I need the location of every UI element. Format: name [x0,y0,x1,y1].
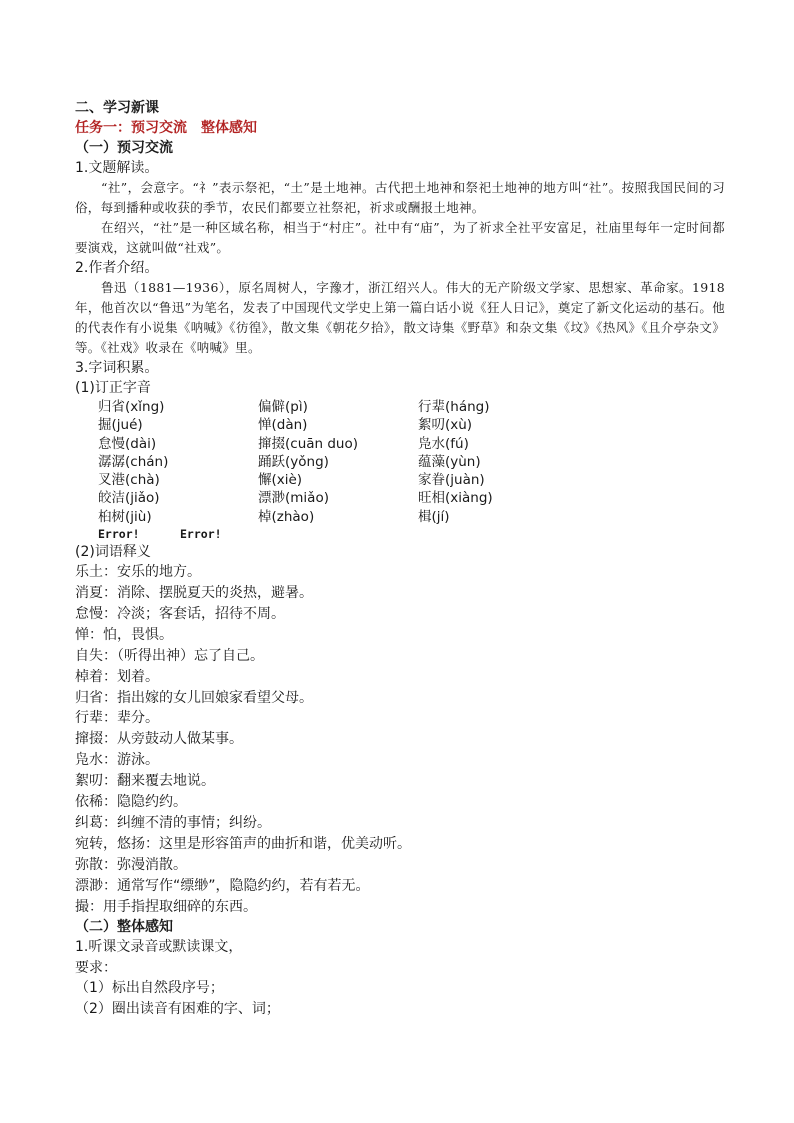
glossary-entry: 乐土：安乐的地方。 [75,564,201,581]
pronunciation-item: 家眷(juàn) [418,472,485,489]
pronunciation-item: 棹(zhào) [258,508,315,525]
task-title: 任务一：预习交流 整体感知 [75,120,257,136]
item1-heading: 1.文题解读。 [75,160,159,176]
pronunciation-item: 旺相(xiàng) [418,490,493,507]
glossary-entry: 惮：怕，畏惧。 [75,626,173,643]
part2-line: 要求： [75,959,117,976]
part1-title: （一）预习交流 [75,140,173,156]
pronunciation-item: 踊跃(yǒng) [258,453,329,470]
glossary-entry: 自失：（听得出神）忘了自己。 [75,647,264,664]
part2-line: 1.听课文录音或默读课文， [75,939,243,956]
pronunciation-item: 偏僻(pì) [258,399,308,415]
glossary-entry: 弥散：弥漫消散。 [75,856,187,873]
glossary-entry: 絮叨：翻来覆去地说。 [75,773,215,790]
error-markers [98,526,725,542]
item1-paragraph-2: 在绍兴，“社”是一种区域名称，相当于“村庄”。社中有“庙”，为了祈求全社平安富足，社庙里每年一定时间都要演戏，这就叫做“社戏”。 [75,220,725,255]
pronunciation-item: 楫(jí) [418,508,450,525]
pronunciation-item: 归省(xǐng) [98,399,165,415]
pronunciation-item: 蕴藻(yùn) [418,453,481,470]
glossary-entry: 漂渺：通常写作“缥缈”，隐隐约约，若有若无。 [75,877,370,894]
pronunciation-item: 絮叨(xù) [418,417,473,434]
glossary-entry: 撮：用手指捏取细碎的东西。 [75,898,257,915]
glossary-entry: 归省：指出嫁的女儿回娘家看望父母。 [75,689,313,706]
glossary-entry: 棹着：划着。 [75,668,159,685]
item1-paragraph-1: “社”，会意字。“礻”表示祭祀，“土”是土地神。古代把土地神和祭祀土地神的地方叫“社”。按照我国民间的习俗，每到播种或收获的季节，农民们都要立社祭祀，祈求或酬报土地神。 [75,180,725,215]
glossary-subheading: (2)词语释义 [75,544,151,561]
glossary-list [75,562,725,917]
item3-heading: 3.字词积累。 [75,360,159,376]
document-page [75,98,725,1019]
pronunciation-item: 行辈(háng) [418,399,490,415]
part2-line: （1）标出自然段序号； [75,980,224,997]
section-title: 二、学习新课 [75,100,159,116]
error-text: Error! [98,527,140,542]
pronunciation-subheading: (1)订正字音 [75,380,151,396]
pronunciation-item: 桕树(jiù) [98,508,152,525]
pronunciation-item: 皎洁(jiǎo) [98,490,160,507]
glossary-entry: 行辈：辈分。 [75,710,159,727]
pronunciation-table [98,398,725,526]
error-text: Error! [180,527,222,542]
pronunciation-item: 叉港(chà) [98,472,160,489]
part2-line: （2）圈出读音有困难的字、词； [75,1000,280,1017]
pronunciation-item: 潺潺(chán) [98,453,169,470]
pronunciation-item: 怠慢(dài) [98,435,157,452]
glossary-entry: 凫水：游泳。 [75,752,159,769]
item2-paragraph: 鲁迅（1881—1936），原名周树人，字豫才，浙江绍兴人。伟大的无产阶级文学家、思想家、革命家。1918 年，他首次以“鲁迅”为笔名，发表了中国现代文学史上第一篇白话小说《狂人日记》，奠定了新文化运动的基石。他的代表作有小说集《呐喊》《彷徨》，散文集《朝花夕拾》，散文诗集《野草》和杂文集《坟》《热风》《且介亭杂文》等。《社戏》收录在《呐喊》里。 [75,280,725,355]
pronunciation-item: 懈(xiè) [258,472,303,489]
glossary-entry: 怠慢：冷淡；客套话，招待不周。 [75,605,285,622]
item2-heading: 2.作者介绍。 [75,260,159,276]
glossary-entry: 撺掇：从旁鼓动人做某事。 [75,731,243,748]
glossary-entry: 消夏：消除、摆脱夏天的炎热，避暑。 [75,584,313,601]
part2-title: （二）整体感知 [75,919,173,936]
glossary-entry: 宛转，悠扬：这里是形容笛声的曲折和谐，优美动听。 [75,835,411,852]
glossary-entry: 依稀：隐隐约约。 [75,794,187,811]
pronunciation-item: 惮(dàn) [258,417,308,434]
glossary-entry: 纠葛：纠缠不清的事情；纠纷。 [75,814,271,831]
pronunciation-item: 漂渺(miǎo) [258,490,329,507]
pronunciation-item: 凫水(fú) [418,435,469,452]
pronunciation-item: 撺掇(cuān duo) [258,435,359,452]
pronunciation-item: 掘(jué) [98,417,143,434]
